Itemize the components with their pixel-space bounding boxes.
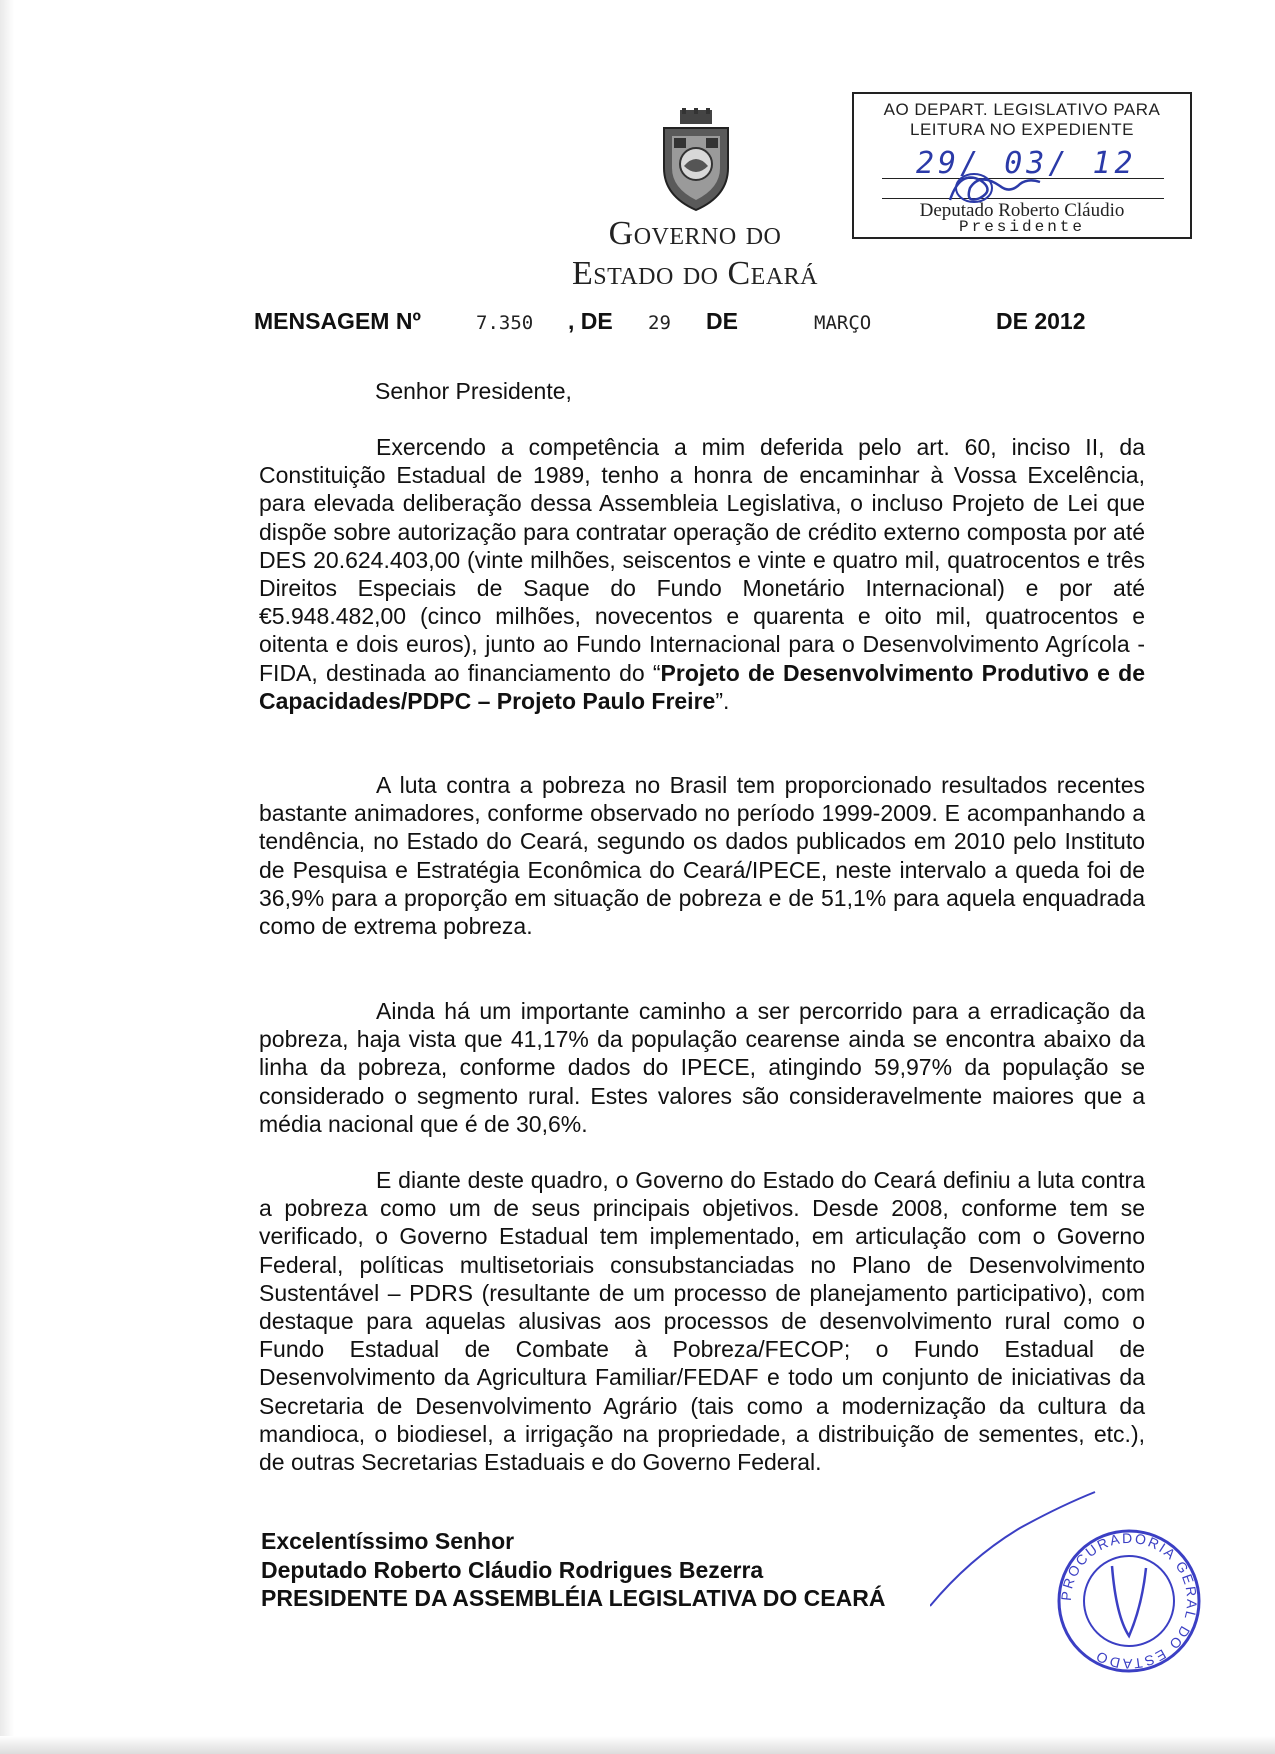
message-year: DE 2012 bbox=[996, 308, 1086, 334]
message-de-label: DE bbox=[706, 308, 738, 334]
gov-title-line2: Estado do Ceará bbox=[571, 255, 819, 293]
addressee-line: PRESIDENTE DA ASSEMBLÉIA LEGISLATIVA DO CEARÁ bbox=[261, 1585, 886, 1611]
project-name: Projeto de Desenvolvimento Produtivo e de Capacidades/PDPC – Projeto Paulo Freire bbox=[259, 659, 1145, 714]
salutation: Senhor Presidente, bbox=[375, 378, 572, 404]
scan-edge bbox=[0, 0, 14, 1754]
message-header bbox=[0, 308, 1275, 338]
paragraph: A luta contra a pobreza no Brasil tem proporcionado resultados recentes bastante animadores, conforme observado no período 1999-2009. E acompanhando a tendência, no Estado do Ceará, segundo os dados publicados em 2010 pelo Instituto de Pesquisa e Estratégia Econômica do Ceará/IPECE, neste intervalo a queda foi de 36,9% para a proporção em situação de pobreza e de 51,1% para aquela enquadrada como de extrema pobreza. bbox=[259, 772, 1145, 940]
paragraph: E diante deste quadro, o Governo do Estado do Ceará definiu a luta contra a pobreza como um de seus principais objetivos. Desde 2008, conforme tem se verificado, o Governo Estadual tem implementado, em articulação com o Governo Federal, políticas multisetoriais consubstanciadas no Plano de Desenvolvimento Sustentável – PDRS (resultante de um processo de planejamento participativo), com destaque para aquelas alusivas aos processos de desenvolvimento rural como o Fundo Estadual de Combate à Pobreza/FECOP; o Fundo Estadual de Desenvolvimento da Agricultura Familiar/FEDAF e todo um conjunto de iniciativas da Secretaria de Desenvolvimento Agrário (tais como a modernização da cultura da mandioca, o biodiesel, a irrigação na propriedade, a distribuição de sementes, etc.), de outras Secretarias Estaduais e do Governo Federal. bbox=[259, 1167, 1145, 1476]
stamp-date: 29/ 03/ 12 bbox=[916, 146, 1137, 181]
addressee-block bbox=[261, 1527, 885, 1613]
message-day: 29 bbox=[648, 312, 671, 334]
procuradoria-seal bbox=[1054, 1526, 1204, 1676]
message-de-label: , DE bbox=[568, 308, 613, 334]
addressee-line: Excelentíssimo Senhor bbox=[261, 1528, 515, 1554]
message-month: MARÇO bbox=[814, 312, 872, 334]
paragraph: Ainda há um importante caminho a ser percorrido para a erradicação da pobreza, haja vista que 41,17% da população cearense ainda se encontra abaixo da linha da pobreza, conforme dados do IPECE, atingindo 59,97% da população se considerado o segmento rural. Estes valores são consideravelmente maiores que a média nacional que é de 30,6%. bbox=[259, 998, 1145, 1137]
gov-title-line1: Governo do bbox=[608, 215, 782, 252]
scan-edge bbox=[0, 1736, 1275, 1754]
stamp-name: Deputado Roberto Cláudio bbox=[919, 200, 1125, 221]
paragraph-text: ”. bbox=[715, 687, 730, 714]
government-title bbox=[540, 214, 850, 294]
stamp-role: Presidente bbox=[958, 218, 1085, 236]
message-label: MENSAGEM Nº bbox=[254, 308, 421, 334]
message-number: 7.350 bbox=[476, 312, 534, 334]
paragraph-text: Exercendo a competência a mim deferida pelo art. 60, inciso II, da Constituição Estadual de 1989, tenho a honra de encaminhar à Vossa Excelência, para elevada deliberação dessa Assembleia Legislativa, o incluso Projeto de Lei que dispõe sobre autorização para contratar operação de crédito externo composta por até DES 20.624.403,00 (vinte milhões, seiscentos e vinte e quatro mil, quatrocentos e três Direitos Especiais de Saque do Fundo Monetário Internacional) e por até €5.948.482,00 (cinco milhões, novecentos e quarenta e oito mil, quatrocentos e oitenta e dois euros), junto ao Fundo Internacional para o Desenvolvimento Agrícola - FIDA, destinada ao financiamento do “ bbox=[259, 434, 1145, 686]
stamp-line2: LEITURA NO EXPEDIENTE bbox=[910, 120, 1134, 139]
handwritten-signature bbox=[940, 160, 1050, 216]
coat-of-arms-icon bbox=[658, 108, 734, 212]
paragraph bbox=[259, 433, 1145, 715]
addressee-line: Deputado Roberto Cláudio Rodrigues Bezerra bbox=[261, 1556, 764, 1583]
svg-text:PROCURADORIA GERAL DO ESTADO: PROCURADORIA GERAL DO ESTADO bbox=[1057, 1529, 1201, 1673]
stamp-line1: AO DEPART. LEGISLATIVO PARA bbox=[883, 100, 1161, 119]
